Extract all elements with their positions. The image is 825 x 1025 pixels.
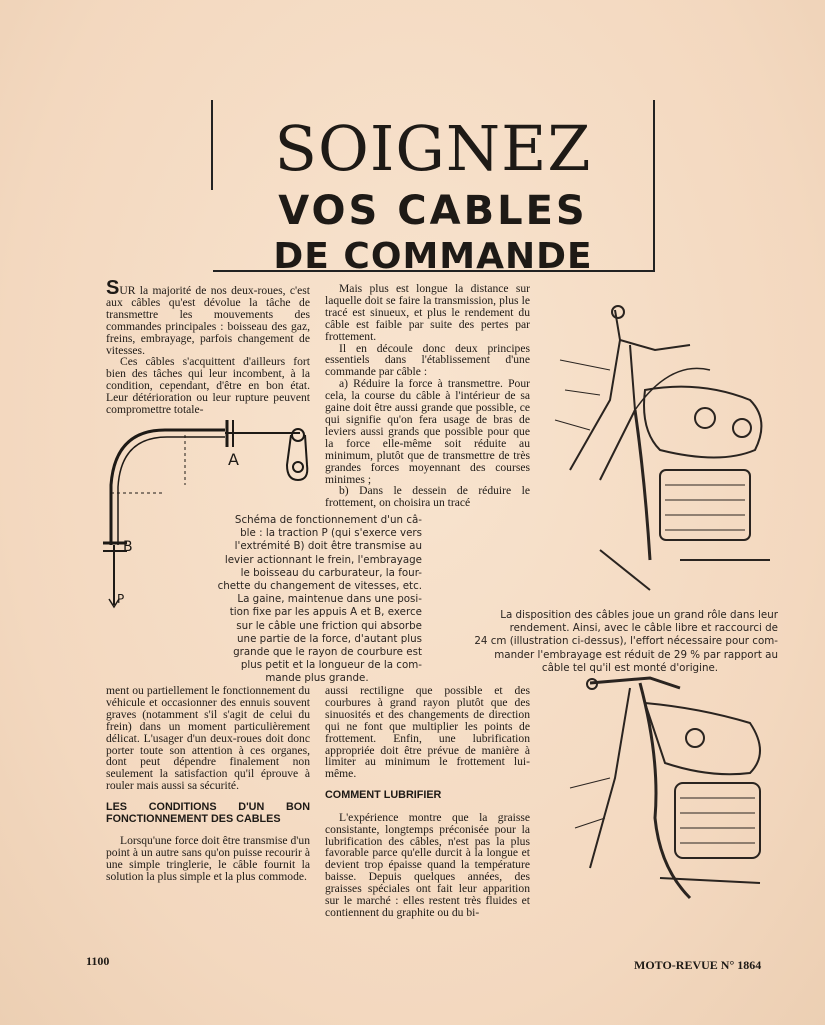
paragraph: ment ou partiellement le fonctionnement du véhicule et occasionner des ennuis souvent graves (notamment s'il s'agit de celui du frein) dans un moment particulièrement délicat. L'usager d'un deux-roues doit donc porter toute son attention à ces organes, dont peut dépendre finalement non seulement la satisfaction qu'il éprouve à rouler mais aussi sa sécurité. [106,684,310,793]
title-line-2: VOS CABLES [278,188,588,234]
page-number: 1100 [86,954,110,968]
section-heading: COMMENT LUBRIFIER [325,789,442,802]
paragraph: Il en découle donc deux principes essentiels dans l'établissement d'une commande par câble : [325,341,530,379]
column-3 [106,685,310,883]
drop-cap: S [106,277,120,299]
paragraph: L'expérience montre que la graisse consistante, longtemps préconisée pour la lubrification des câbles, n'est pas la plus favorable parce qu'elle durcit à la longue et devient trop épaisse quand la température baisse. Depuis quelques années, des graisses spéciales ont fait leur apparition sur le marché : elles restent très fluides et contiennent du graphite ou du bi- [325,810,530,919]
motorcycle-cables-illustration-bottom [560,668,780,908]
photo-caption: La disposition des câbles joue un grand rôle dans leur rendement. Ainsi, avec le câble libre et raccourci de 24 cm (illustration ci-dessus), l'effort nécessaire pour com- mander l'embrayage est réduit de 29 % par rapport au câble tel qu'il est monté d'origine. [474,609,778,674]
paragraph: a) Réduire la force à transmettre. Pour cela, la course du câble à l'intérieur de sa gaine doit être aussi grande que possible, ce qui signifie qu'on fera usage de bras de leviers aussi grands que possible pour que la force elle-même soit réduite au minimum, plutôt que de transmettre de très grandes forces moyennant des courses minimes ; [325,377,530,486]
paragraph: Lorsqu'une force doit être transmise d'un point à un autre sans qu'on puisse recourir à une simple tringlerie, le câble fournit la solution la plus simple et la plus commode. [106,834,310,883]
title-line-3: DE COMMANDE [273,236,593,277]
schema-caption: Schéma de fonctionnement d'un câ- ble : la traction P (qui s'exerce vers l'extrémité B) doit être transmise au levier actionnant le frein, l'embrayage le boisseau du carburateur, la four- chette du changement de vitesses, etc. La gaine, maintenue dans une posi- tion fixe par les appuis A et B, exerce sur le câble une friction qui absorbe une partie de la force, d'autant plus grande que le rayon de courbure est plus petit et la longueur de la com- mande plus grande. [217,514,422,685]
paragraph: Ces câbles s'acquittent d'ailleurs fort bien des tâches qui leur incombent, à la condition, cependant, d'être en bon état. Leur détérioration ou leur rupture peuvent compromettre totale- [106,355,310,417]
motorcycle-cables-illustration-top [540,300,780,600]
paragraph: Mais plus est longue la distance sur laquelle doit se faire la transmission, plus le tracé est sinueux, et plus le rendement du câble est faible par suite des pertes par frottement. [325,282,530,343]
magazine-issue: MOTO-REVUE N° 1864 [634,958,762,972]
intro-paragraph: SUR la majorité de nos deux-roues, c'est aux câbles qu'est dévolue la tâche de transmettre les mouvements des commandes principales : boisseau des gaz, freins, embrayage, parfois changement de vitesses. [106,277,310,357]
column-2 [325,283,530,509]
column-1 [106,277,310,417]
column-4 [325,685,530,919]
section-heading: LES CONDITIONS D'UN BON FONCTIONNEMENT DES CABLES [106,801,310,825]
paragraph: aussi rectiligne que possible et des courbures à grand rayon plutôt que des sinuosités et des changements de direction qui ne font que multiplier les points de frottement. Enfin, une lubrification appropriée doit être prévue de manière à limiter au minimum le frottement lui-même. [325,684,530,781]
title-line-1: SOIGNEZ [274,112,592,185]
label-a: A [228,450,239,469]
label-p: P [117,592,125,606]
paragraph: b) Dans le dessein de réduire le frottement, on choisira un tracé [325,484,530,510]
label-b: B [123,539,133,555]
title-block [213,100,655,277]
